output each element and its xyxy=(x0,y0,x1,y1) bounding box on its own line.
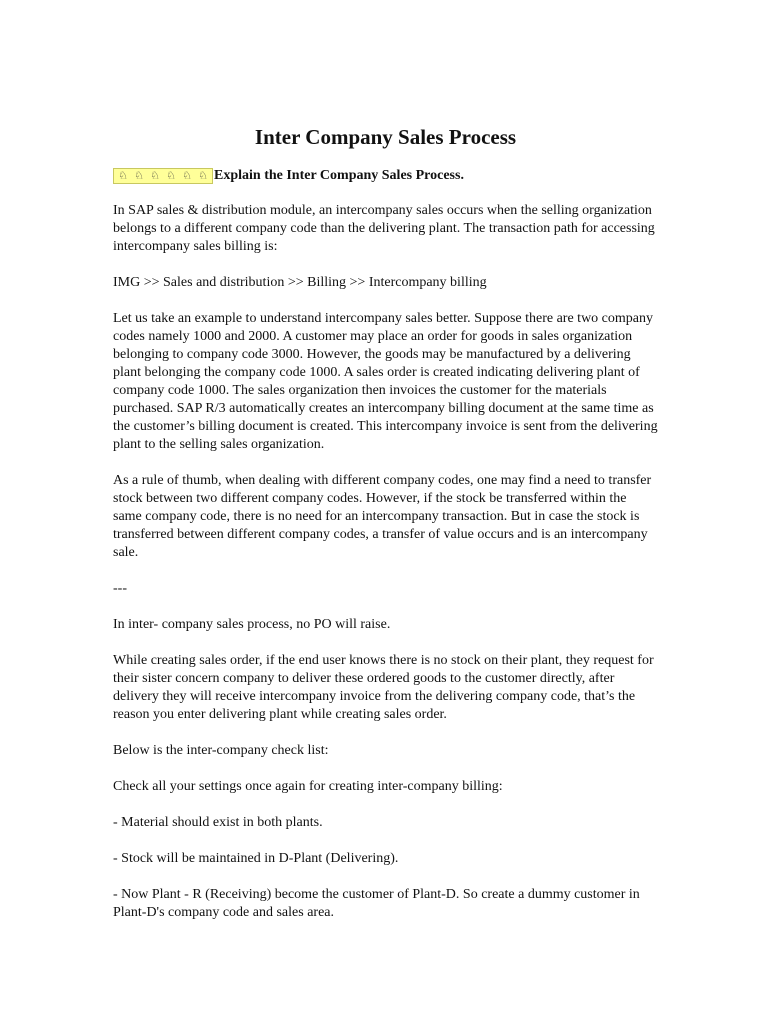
sales-order-paragraph: While creating sales order, if the end user knows there is no stock on their plant, they request for their sister concern company to deliver these ordered goods to the customer directly, after delivery they will receive intercompany invoice from the delivering company code, that’s the reason you enter delivering plant while creating sales order. xyxy=(113,653,654,722)
rating-stars xyxy=(113,168,213,184)
page-title: Inter Company Sales Process xyxy=(254,125,517,149)
document-page xyxy=(113,124,658,940)
checklist-item: - Material should exist in both plants. xyxy=(113,815,323,830)
question-heading: Explain the Inter Company Sales Process. xyxy=(214,168,464,183)
checklist-item: - Stock will be maintained in D-Plant (Delivering). xyxy=(113,851,399,866)
checklist-item: - Now Plant - R (Receiving) become the customer of Plant-D. So create a dummy customer in Plant-D's company code and sales area. xyxy=(113,887,640,920)
separator-paragraph: --- xyxy=(113,581,127,596)
img-path-paragraph: IMG >> Sales and distribution >> Billing >> Intercompany billing xyxy=(113,275,487,290)
rating-star-icon: ♘ xyxy=(134,168,144,182)
settings-paragraph: Check all your settings once again for creating inter-company billing: xyxy=(113,779,503,794)
rating-star-icon: ♘ xyxy=(182,168,192,182)
rule-of-thumb-paragraph: As a rule of thumb, when dealing with different company codes, one may find a need to transfer stock between two different company codes. However, if the stock be transferred within the same company code, there is no need for an intercompany transaction. But in case the stock is transferred between different company codes, a transfer of value occurs and is an intercompany sale. xyxy=(113,473,652,560)
question-row xyxy=(113,167,658,184)
intro-paragraph: In SAP sales & distribution module, an intercompany sales occurs when the selling organization belongs to a different company code than the delivering plant. The transaction path for accessing intercompany sales billing is: xyxy=(113,203,655,254)
no-po-paragraph: In inter- company sales process, no PO will raise. xyxy=(113,617,391,632)
checklist-intro-paragraph: Below is the inter-company check list: xyxy=(113,743,329,758)
rating-star-icon: ♘ xyxy=(166,168,176,182)
example-paragraph: Let us take an example to understand intercompany sales better. Suppose there are two company codes namely 1000 and 2000. A customer may place an order for goods in sales organization belonging to company code 3000. However, the goods may be manufactured by a delivering plant belonging the company code 1000. A sales order is created indicating delivering plant of company code 1000. The sales organization then invoices the customer for the materials purchased. SAP R/3 automatically creates an intercompany billing document at the same time as the customer’s billing document is created. This intercompany invoice is sent from the delivering plant to the selling sales organization. xyxy=(113,311,658,452)
rating-star-icon: ♘ xyxy=(118,168,128,182)
rating-star-icon: ♘ xyxy=(198,168,208,182)
rating-star-icon: ♘ xyxy=(150,168,160,182)
